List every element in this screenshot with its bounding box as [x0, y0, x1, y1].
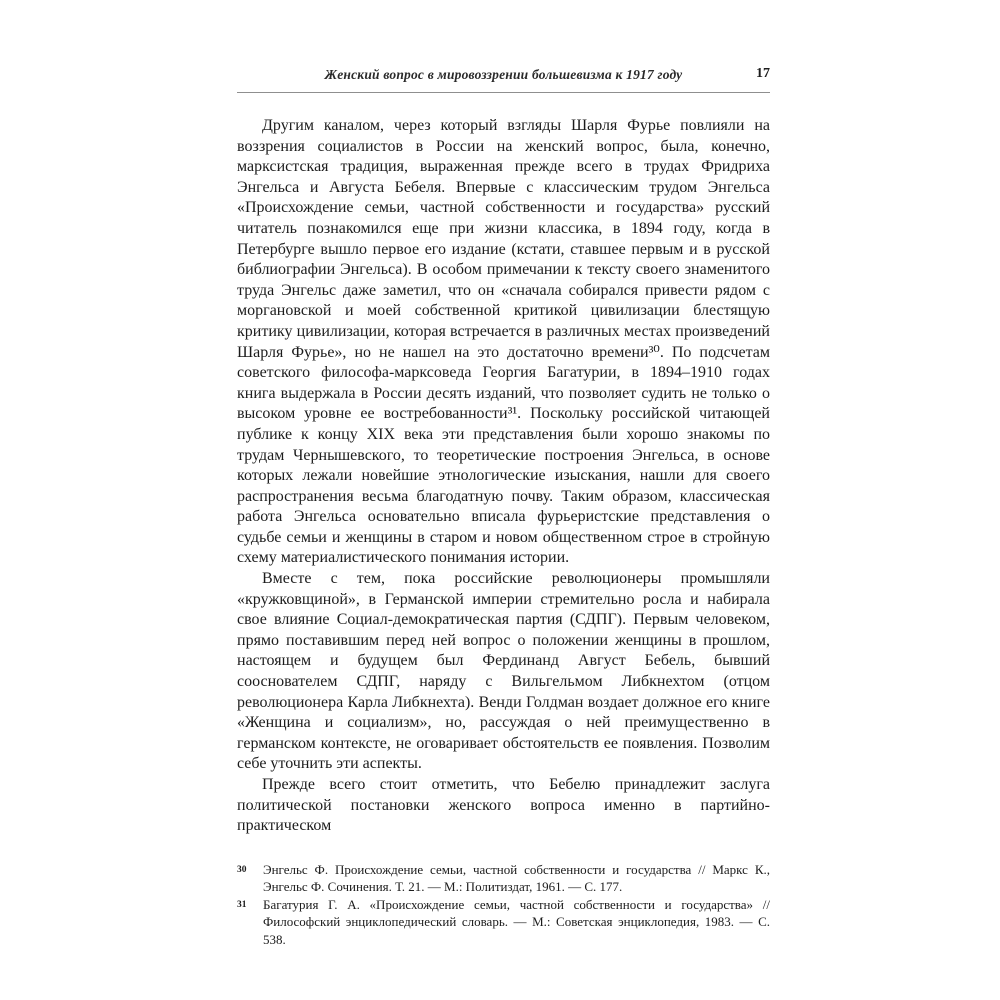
footnote-number: 31 [237, 899, 247, 910]
text-column [237, 66, 770, 948]
body-paragraph-2: Вместе с тем, пока российские революционеры промышляли «кружковщиной», в Германской империи стремительно росла и набирала свое влияние Социал-демократическая партия (СДПГ). Первым человеком, прямо поставившим перед ней вопрос о положении женщины в прошлом, настоящем и будущем был Фердинанд Август Бебель, бывший сооснователем СДПГ, наряду с Вильгельмом Либкнехтом (отцом революционера Карла Либкнехта). Венди Голдман воздает должное его книге «Женщина и социализм», но, рассуждая о ней преимущественно в германском контексте, не оговаривает обстоятельств ее появления. Позволим себе уточнить эти аспекты. [237, 570, 770, 773]
footnote-text: Энгельс Ф. Происхождение семьи, частной собственности и государства // Маркс К., Энгельс Ф. Сочинения. Т. 21. — М.: Политиздат, 1961. — С. 177. [263, 861, 770, 895]
footnote-text: Багатурия Г. А. «Происхождение семьи, частной собственности и государства» // Философский энциклопедический словарь. — М.: Советская энциклопедия, 1983. — С. 538. [263, 896, 770, 947]
footnotes-section [237, 861, 770, 949]
running-header [237, 66, 770, 93]
footnote-31 [237, 896, 770, 949]
footnote-30 [237, 861, 770, 896]
running-title: Женский вопрос в мировоззрении большевизма к 1917 году [324, 67, 683, 82]
page-number: 17 [756, 66, 770, 81]
body-paragraph-3: Прежде всего стоит отметить, что Бебелю принадлежит заслуга политической постановки женского вопроса именно в партийно-практическом [237, 776, 770, 835]
body-paragraph-1: Другим каналом, через который взгляды Шарля Фурье повлияли на воззрения социалистов в России на женский вопрос, была, конечно, марксистская традиция, выраженная прежде всего в трудах Фридриха Энгельса и Августа Бебеля. Впервые с классическим трудом Энгельса «Происхождение семьи, частной собственности и государства» русский читатель познакомился еще при жизни классика, в 1894 году, когда в Петербурге вышло первое его издание (кстати, ставшее первым и в русской библиографии Энгельса). В особом примечании к тексту своего знаменитого труда Энгельс даже заметил, что он «сначала собирался привести рядом с моргановской и моей собственной критикой цивилизации блестящую критику цивилизации, которая встречается в различных местах произведений Шарля Фурье», но не нашел на это достаточно времени³⁰. По подсчетам советского философа-марксоведа Георгия Багатурии, в 1894–1910 годах книга выдержала в России десять изданий, что позволяет судить не только о высоком уровне ее востребованности³¹. Поскольку российской читающей публике к концу XIX века эти представления были хорошо знакомы по трудам Чернышевского, то теоретические построения Энгельса, в основе которых лежали новейшие этнологические изыскания, нашли для своего распространения весьма благодатную почву. Таким образом, классическая работа Энгельса основательно вписала фурьеристские представления о судьбе семьи и женщины в старом и новом общественном строе в стройную схему материалистического понимания истории. [237, 117, 770, 567]
footnote-number: 30 [237, 864, 247, 875]
body-text [237, 116, 770, 837]
